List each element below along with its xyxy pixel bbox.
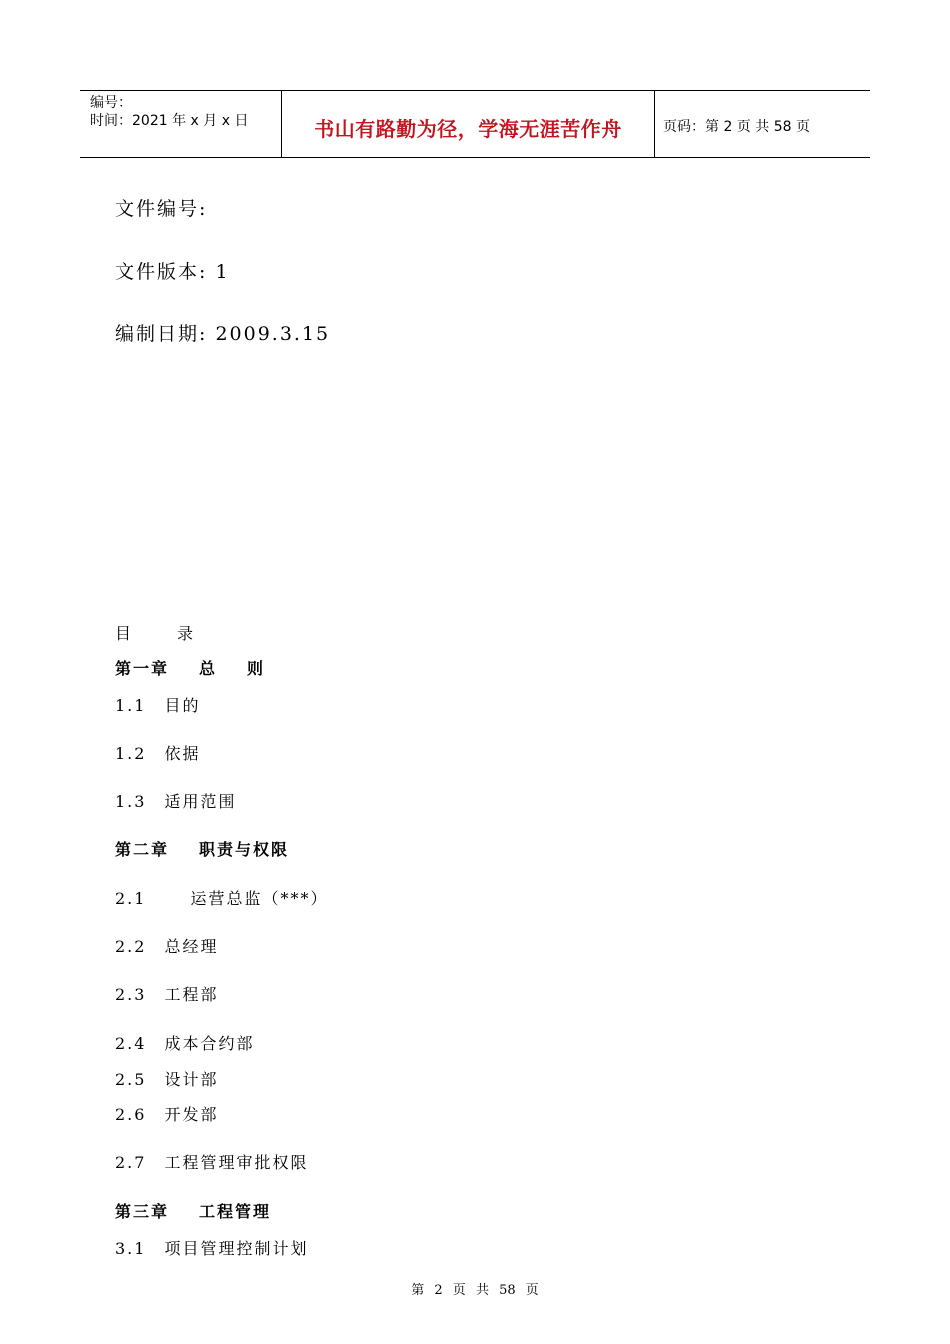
footer-post: 页 (525, 1283, 539, 1298)
footer-total-pages: 58 (499, 1283, 516, 1298)
page-header (80, 90, 870, 158)
chapter-title-b: 则 (247, 659, 266, 678)
toc-item-number: 2.2 (115, 937, 147, 956)
toc-item (115, 934, 218, 957)
toc-item (115, 1031, 254, 1054)
toc-item-text: 适用范围 (164, 792, 237, 811)
toc-item (115, 1102, 218, 1125)
toc-item-text: 运营总监（***） (190, 889, 329, 908)
toc-item (115, 1150, 308, 1173)
chapter-title-a: 总 (199, 659, 218, 678)
toc-item-text: 工程管理审批权限 (164, 1153, 309, 1172)
footer-mid2: 共 (475, 1283, 489, 1298)
toc-item (115, 789, 236, 812)
toc-item-text: 目的 (164, 696, 201, 715)
header-page-info: 页码：第 2 页 共 58 页 (663, 119, 810, 135)
toc-item-text: 总经理 (164, 937, 219, 956)
number-label: 编号： (90, 95, 132, 111)
toc-title-b: 录 (177, 624, 196, 643)
chapter-3-heading (115, 1199, 271, 1222)
toc-item-number: 2.7 (115, 1153, 147, 1172)
header-right-cell (655, 91, 870, 157)
toc-item (115, 982, 218, 1005)
toc-item-text: 设计部 (164, 1070, 219, 1089)
chapter-2-heading (115, 837, 289, 860)
file-number: 文件编号: (115, 198, 208, 220)
toc-item-number: 3.1 (115, 1239, 147, 1258)
time-label: 时间：2021 年 x 月 x 日 (90, 113, 249, 129)
motto: 书山有路勤为径，学海无涯苦作舟 (314, 117, 622, 141)
page-footer (0, 1279, 950, 1298)
toc-item (115, 1236, 308, 1259)
compile-date: 编制日期: 2009.3.15 (115, 323, 331, 345)
toc-title-a: 目 (115, 624, 134, 643)
toc-item-text: 项目管理控制计划 (164, 1239, 309, 1258)
header-middle-cell (281, 91, 655, 157)
toc-item-text: 成本合约部 (164, 1034, 255, 1053)
chapter-label: 第一章 (115, 659, 170, 678)
toc-title (115, 621, 195, 644)
chapter-label: 第二章 (115, 840, 170, 859)
toc-item-number: 1.1 (115, 696, 147, 715)
footer-mid1: 页 (452, 1283, 466, 1298)
footer-pre: 第 (411, 1283, 425, 1298)
chapter-title: 工程管理 (199, 1202, 272, 1221)
toc-item (115, 886, 328, 909)
toc-item-text: 依据 (164, 744, 201, 763)
toc-item-number: 2.3 (115, 985, 147, 1004)
toc-item-text: 开发部 (164, 1105, 219, 1124)
toc-item-number: 2.4 (115, 1034, 147, 1053)
toc-item (115, 741, 200, 764)
chapter-label: 第三章 (115, 1202, 170, 1221)
toc-item-number: 2.1 (115, 889, 147, 908)
toc-item-number: 1.3 (115, 792, 147, 811)
toc-item (115, 693, 200, 716)
toc-item-number: 2.5 (115, 1070, 147, 1089)
chapter-title: 职责与权限 (199, 840, 290, 859)
chapter-1-heading (115, 656, 265, 679)
toc-item-text: 工程部 (164, 985, 219, 1004)
header-left-cell (80, 91, 281, 157)
toc-item-number: 1.2 (115, 744, 147, 763)
toc-item (115, 1067, 218, 1090)
file-version: 文件版本: 1 (115, 261, 230, 283)
footer-page-number: 2 (434, 1283, 443, 1298)
toc-item-number: 2.6 (115, 1105, 147, 1124)
